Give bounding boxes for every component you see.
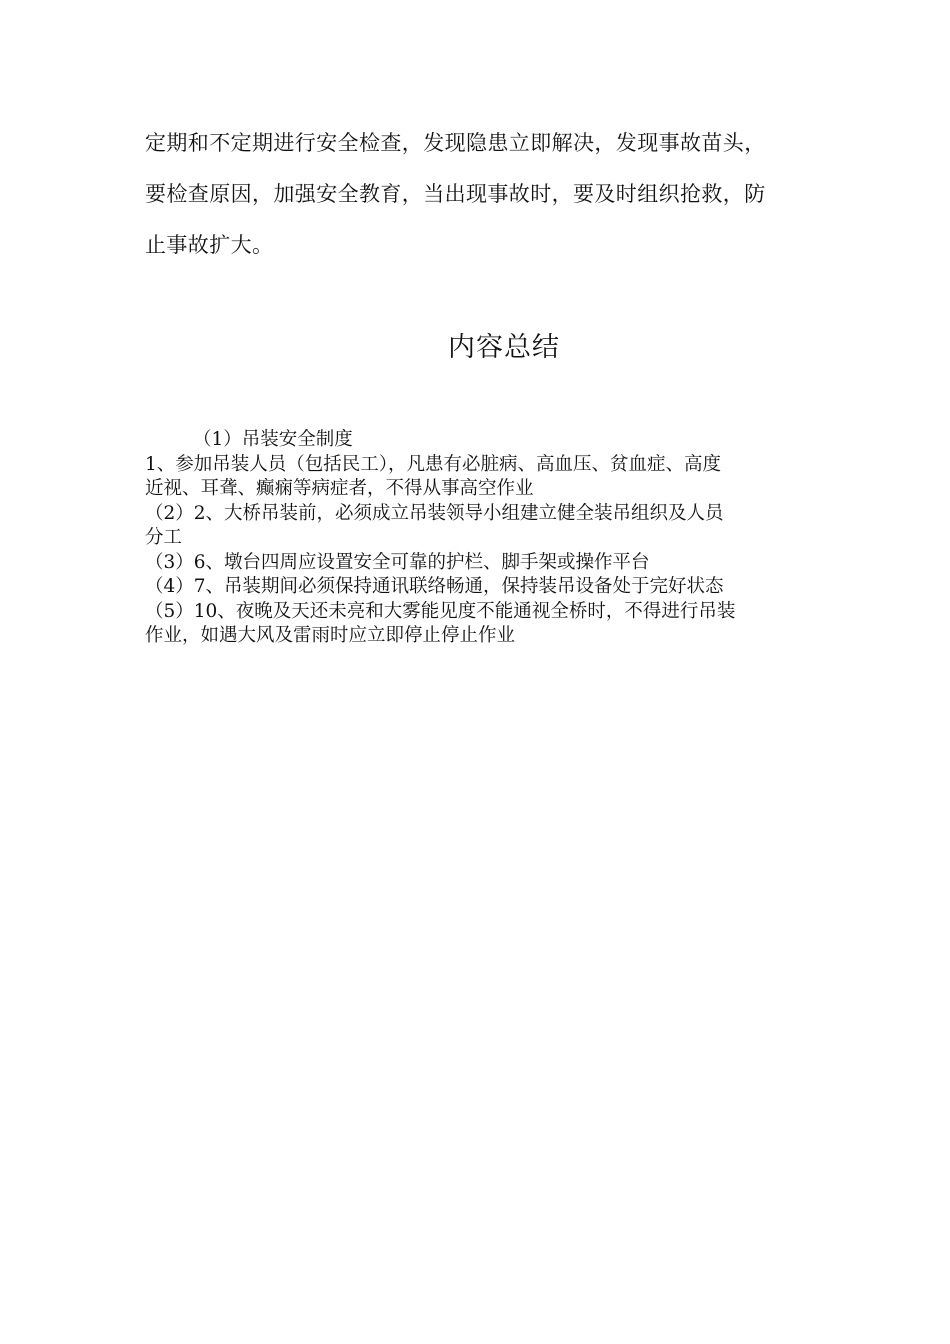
body-line: 止事故扩大。: [145, 233, 274, 257]
body-paragraph: [145, 118, 800, 271]
summary-line: （3）6、墩台四周应设置安全可靠的护栏、脚手架或操作平台: [145, 551, 650, 573]
body-line: 定期和不定期进行安全检查，发现隐患立即解决，发现事故苗头，: [145, 131, 766, 155]
summary-line: （5）10、夜晚及天还未亮和大雾能见度不能通视全桥时，不得进行吊装: [145, 600, 736, 622]
summary-line: （2）2、大桥吊装前，必须成立吊装领导小组建立健全装吊组织及人员: [145, 502, 724, 524]
summary-line: 分工: [145, 527, 183, 548]
summary-line: 1、参加吊装人员（包括民工），凡患有必脏病、高血压、贫血症、高度: [145, 453, 722, 475]
summary-heading: 内容总结: [448, 332, 560, 363]
summary-line: 近视、耳聋、癫痫等病症者，不得从事高空作业: [145, 478, 534, 499]
summary-line: （4）7、吊装期间必须保持通讯联络畅通，保持装吊设备处于完好状态: [145, 576, 724, 597]
body-line: 要检查原因，加强安全教育，当出现事故时，要及时组织抢救，防: [145, 182, 766, 206]
summary-block: [145, 428, 805, 649]
summary-line: 作业，如遇大风及雷雨时应立即停止停止作业: [145, 625, 516, 646]
summary-line: （1）吊装安全制度: [193, 429, 353, 450]
